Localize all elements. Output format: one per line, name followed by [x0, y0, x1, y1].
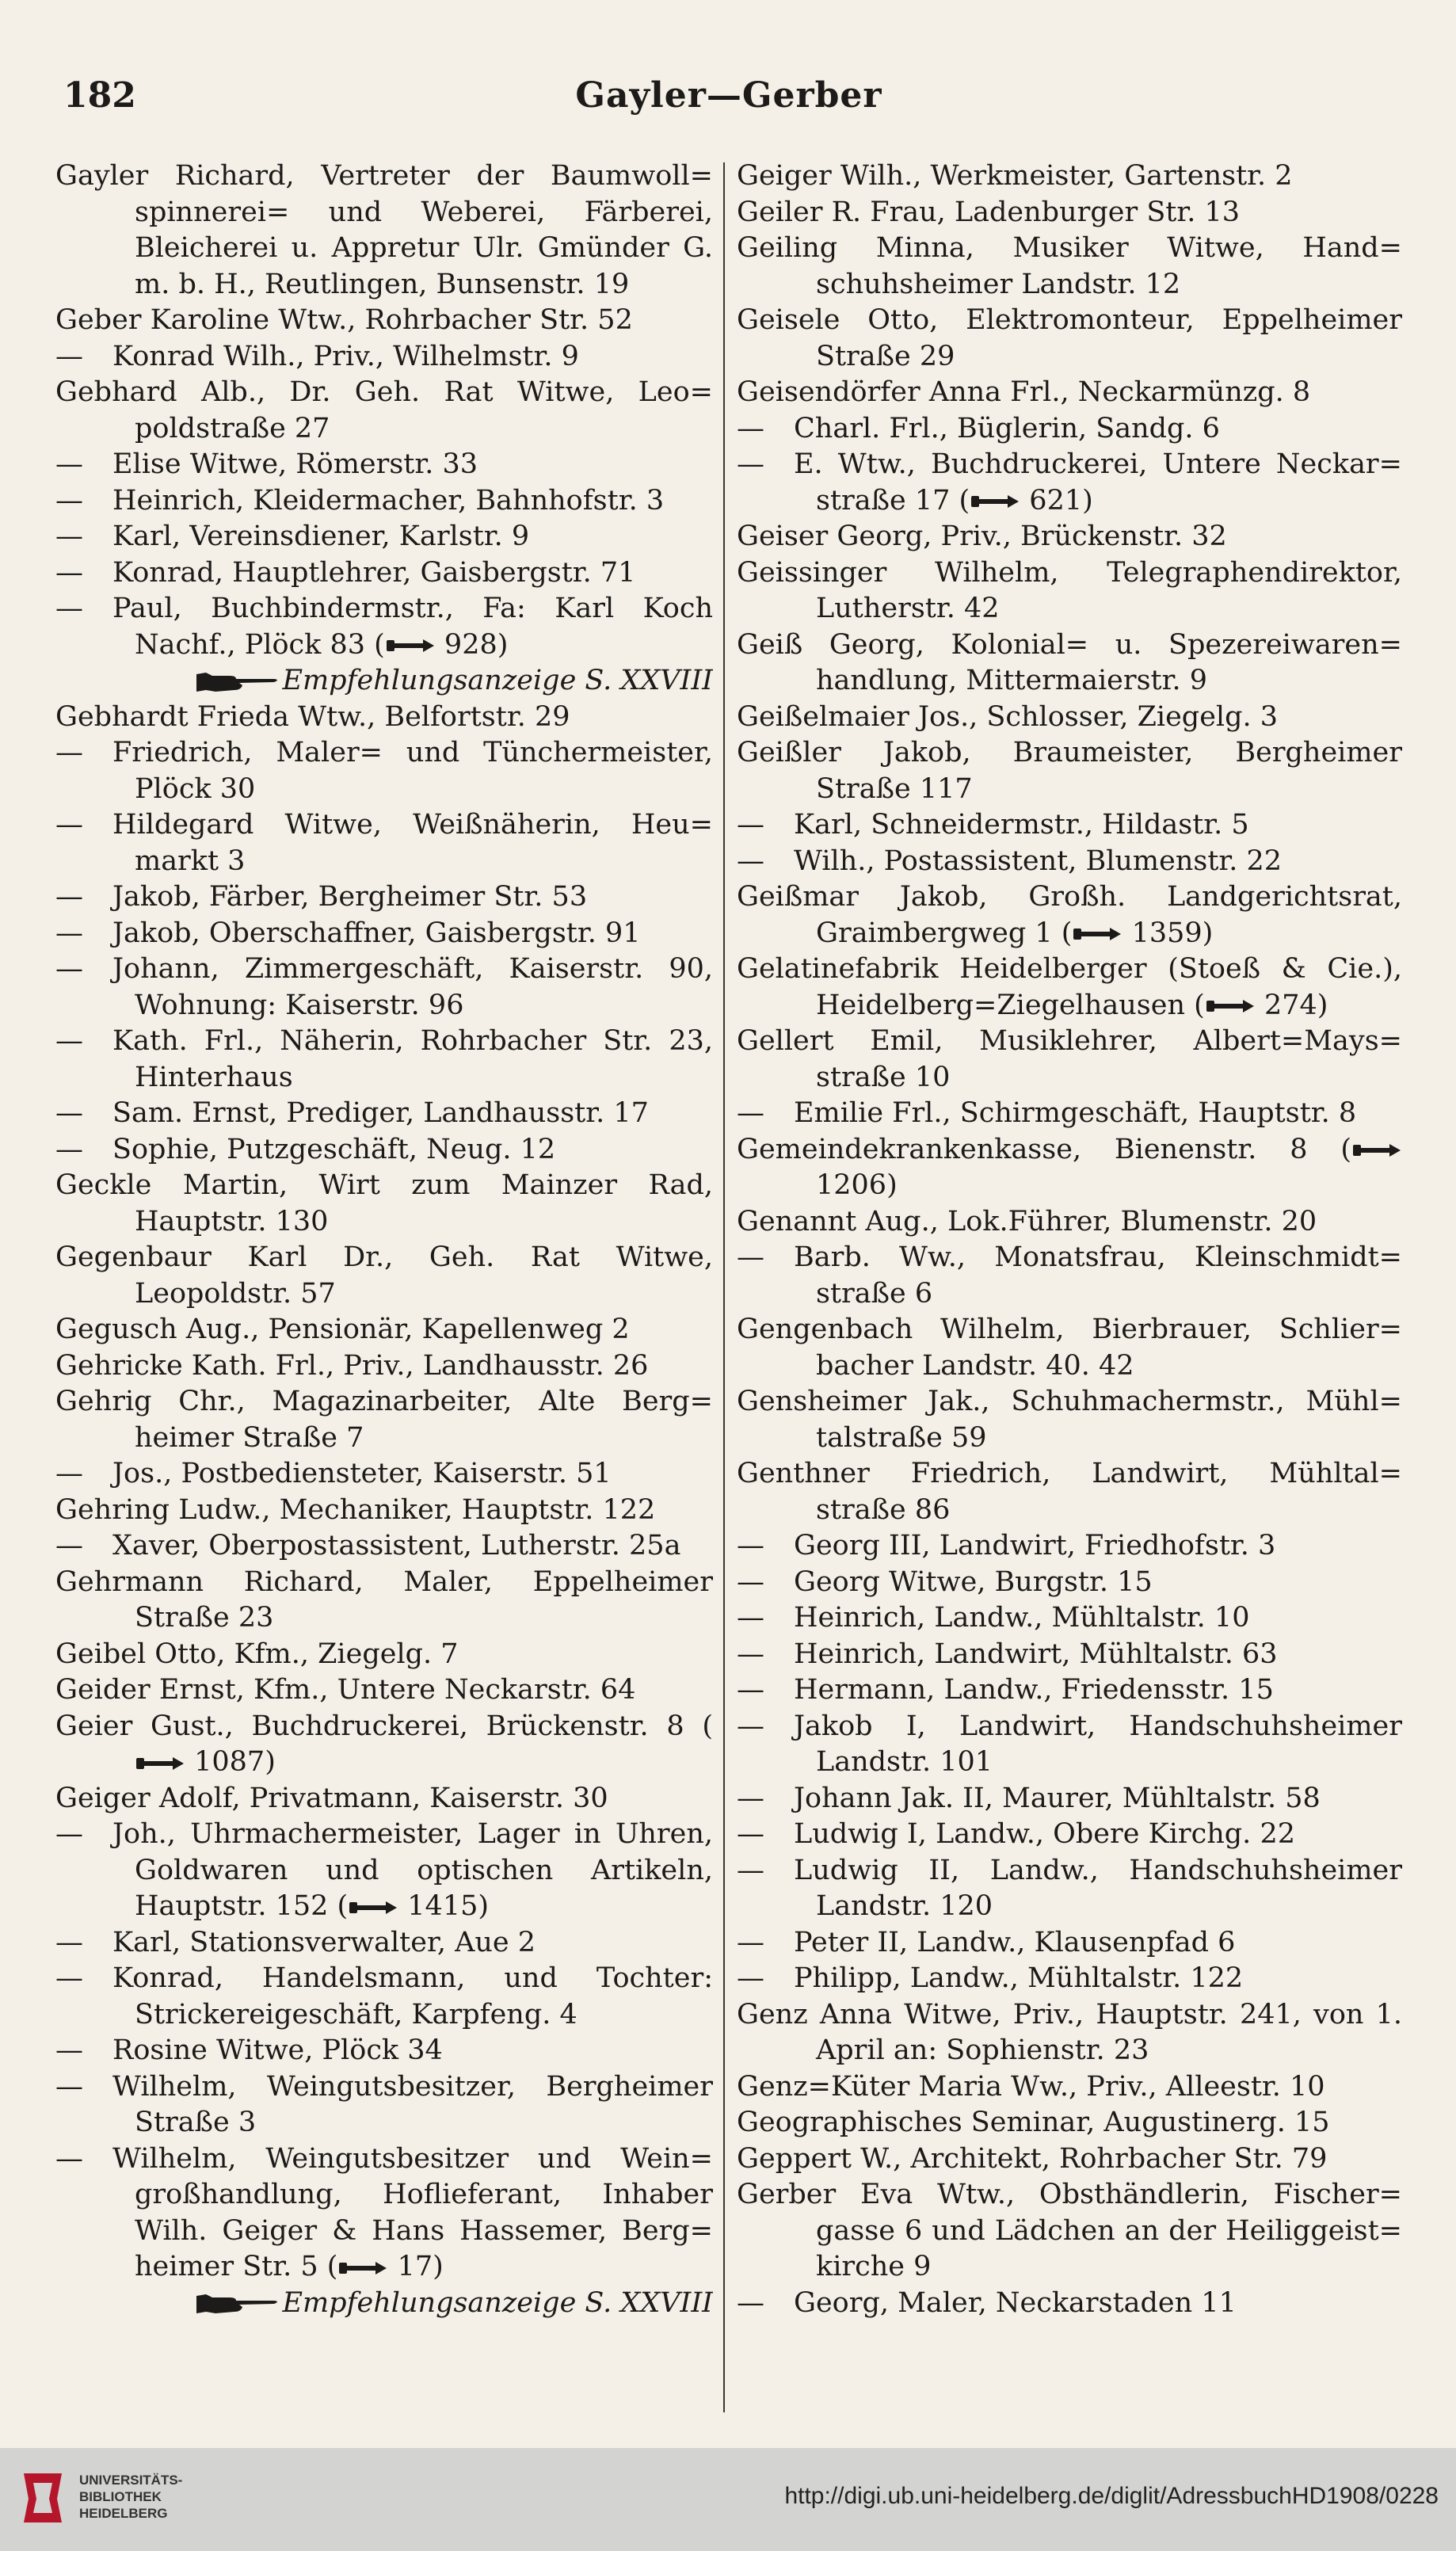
telephone-icon	[337, 2259, 388, 2277]
entry-text: Elise Witwe, Römerstr. 33	[112, 448, 478, 480]
directory-entry	[737, 555, 1402, 627]
directory-entry	[55, 158, 713, 303]
entry-text: Sophie, Putzgeschäft, Neug. 12	[112, 1133, 556, 1165]
directory-entry	[737, 1565, 1402, 1601]
phone-number: 1415)	[398, 1890, 490, 1922]
directory-entry	[737, 519, 1402, 555]
entry-text: Gayler Richard, Vertreter der Baumwoll= spinnerei= und Weberei, Färberei, Bleicherei u. Appretur Ulr. Gmünder G. m. b. H., Reutlingen, Bunsenstr. 19	[55, 160, 713, 300]
directory-entry	[737, 879, 1402, 951]
library-name-line: BIBLIOTHEK	[79, 2489, 162, 2504]
entry-text: Geissinger Wilhelm, Telegraphendirektor, Lutherstr. 42	[737, 556, 1402, 624]
repeat-dash: —	[737, 1565, 764, 1598]
repeat-dash: —	[737, 1674, 764, 1706]
phone-number: 1359)	[1122, 917, 1214, 949]
left-column	[55, 158, 713, 2424]
directory-entry	[55, 916, 713, 952]
directory-entry	[55, 483, 713, 520]
repeat-dash: —	[737, 1926, 764, 1958]
directory-entry	[55, 951, 713, 1024]
directory-entry	[737, 2105, 1402, 2141]
repeat-dash: —	[737, 1962, 764, 1994]
entry-text: Jakob I, Landwirt, Handschuhsheimer Landstr. 101	[794, 1710, 1402, 1778]
entry-text: Gegusch Aug., Pensionär, Kapellenweg 2	[55, 1314, 630, 1345]
directory-entry	[55, 1961, 713, 2033]
entry-text: Genannt Aug., Lok.Führer, Blumenstr. 20	[737, 1205, 1317, 1237]
directory-entry	[55, 1925, 713, 1962]
entry-text: Gellert Emil, Musiklehrer, Albert=Mays= straße 10	[737, 1025, 1402, 1093]
telephone-icon	[1205, 997, 1256, 1015]
entry-text: Barb. Ww., Monatsfrau, Kleinschmidt= straße 6	[794, 1241, 1402, 1310]
repeat-dash: —	[737, 1818, 764, 1850]
entry-text: Gehrmann Richard, Maler, Eppelheimer Straße 23	[55, 1565, 713, 1634]
directory-entry	[737, 1312, 1402, 1384]
directory-entry	[55, 700, 713, 736]
entry-text: Geber Karoline Wtw., Rohrbacher Str. 52	[55, 304, 633, 336]
directory-entry	[737, 1240, 1402, 1312]
repeat-dash: —	[737, 809, 764, 841]
phone-number: 621)	[1020, 484, 1093, 517]
entry-text: Philipp, Landw., Mühltalstr. 122	[794, 1962, 1244, 1994]
directory-entry	[737, 844, 1402, 880]
directory-entry	[55, 1709, 713, 1781]
repeat-dash: —	[55, 1962, 83, 1994]
entry-text: Ludwig I, Landw., Obere Kirchg. 22	[794, 1818, 1295, 1850]
pointing-hand-icon	[195, 2291, 282, 2316]
entry-text: Heinrich, Kleidermacher, Bahnhofstr. 3	[112, 484, 665, 517]
phone-number: 274)	[1255, 989, 1328, 1021]
repeat-dash: —	[737, 448, 764, 480]
directory-entry	[55, 375, 713, 447]
right-column	[737, 158, 1402, 2424]
directory-entry	[55, 1312, 713, 1348]
directory-entry	[737, 2177, 1402, 2286]
telephone-icon	[970, 493, 1020, 510]
directory-entry	[55, 1348, 713, 1385]
entry-text: Sam. Ernst, Prediger, Landhausstr. 17	[112, 1097, 649, 1129]
entry-text: Karl, Schneidermstr., Hildastr. 5	[794, 809, 1249, 841]
repeat-dash: —	[737, 1097, 764, 1129]
entry-text: Geier Gust., Buchdruckerei, Brückenstr. 8 (	[55, 1710, 713, 1742]
directory-entry	[55, 1781, 713, 1817]
repeat-dash: —	[55, 2034, 83, 2066]
source-url[interactable]: http://digi.ub.uni-heidelberg.de/diglit/AdressbuchHD1908/0228	[784, 2483, 1439, 2509]
repeat-dash: —	[55, 484, 83, 517]
repeat-dash: —	[737, 1854, 764, 1886]
entry-text: Gensheimer Jak., Schuhmachermstr., Mühl= talstraße 59	[737, 1386, 1402, 1454]
pointing-hand-icon	[195, 669, 282, 695]
directory-entry	[737, 1456, 1402, 1528]
directory-entry	[55, 1240, 713, 1312]
directory-entry	[55, 807, 713, 879]
entry-text: Geppert W., Architekt, Rohrbacher Str. 79	[737, 2142, 1328, 2175]
entry-text: Geißelmaier Jos., Schlosser, Ziegelg. 3	[737, 700, 1279, 733]
page-number: 182	[63, 75, 136, 116]
footer-bar	[0, 2448, 1456, 2551]
entry-text: Gemeindekrankenkasse, Bienenstr. 8 (	[737, 1133, 1351, 1165]
directory-entry	[737, 1600, 1402, 1637]
entry-text: Konrad Wilh., Priv., Wilhelmstr. 9	[112, 340, 579, 372]
entry-text: Wilh., Postassistent, Blumenstr. 22	[794, 845, 1283, 877]
directory-entry	[737, 303, 1402, 375]
directory-entry	[737, 447, 1402, 519]
repeat-dash: —	[55, 917, 83, 949]
entry-text: Gegenbaur Karl Dr., Geh. Rat Witwe, Leopoldstr. 57	[55, 1241, 713, 1310]
entry-text: Geiger Wilh., Werkmeister, Gartenstr. 2	[737, 160, 1293, 192]
directory-entry	[737, 1997, 1402, 2069]
entry-text: Xaver, Oberpostassistent, Lutherstr. 25a	[112, 1530, 681, 1561]
directory-entry	[55, 1456, 713, 1493]
entry-text: Kath. Frl., Näherin, Rohrbacher Str. 23, Hinterhaus	[112, 1025, 713, 1093]
column-divider	[723, 162, 725, 2412]
entry-text: Geißmar Jakob, Großh. Landgerichtsrat, Graimbergweg 1 (	[737, 881, 1402, 949]
directory-entry	[55, 1384, 713, 1456]
directory-entry	[55, 1024, 713, 1096]
page-header	[55, 75, 1402, 123]
repeat-dash: —	[737, 1530, 764, 1561]
repeat-dash: —	[737, 1602, 764, 1634]
directory-entry	[737, 1781, 1402, 1817]
entry-text: Gebhard Alb., Dr. Geh. Rat Witwe, Leo= poldstraße 27	[55, 376, 713, 444]
repeat-dash: —	[737, 845, 764, 877]
directory-entry	[737, 627, 1402, 700]
entry-text: Peter II, Landw., Klausenpfad 6	[794, 1926, 1236, 1958]
repeat-dash: —	[55, 737, 83, 768]
directory-entry	[737, 231, 1402, 303]
directory-entry	[737, 1637, 1402, 1673]
directory-entry	[737, 951, 1402, 1024]
phone-number: 1206)	[816, 1169, 898, 1201]
entry-text: Jakob, Oberschaffner, Gaisbergstr. 91	[112, 917, 641, 949]
entry-text: Geider Ernst, Kfm., Untere Neckarstr. 64	[55, 1674, 636, 1706]
entry-text: Wilhelm, Weingutsbesitzer und Wein= großhandlung, Hoflieferant, Inhaber Wilh. Geiger & Hans Hassemer, Berg= heimer Str. 5 (	[112, 2142, 713, 2282]
repeat-dash: —	[737, 1710, 764, 1742]
repeat-dash: —	[737, 2286, 764, 2319]
directory-entry	[737, 1853, 1402, 1925]
entry-text: Ludwig II, Landw., Handschuhsheimer Landstr. 120	[794, 1854, 1402, 1922]
entry-text: Friedrich, Maler= und Tünchermeister, Plöck 30	[112, 737, 713, 805]
entry-text: Heinrich, Landw., Mühltalstr. 10	[794, 1602, 1250, 1634]
entry-text: Gehricke Kath. Frl., Priv., Landhausstr. 26	[55, 1349, 649, 1382]
entry-text: Jakob, Färber, Bergheimer Str. 53	[112, 881, 588, 913]
directory-entry	[55, 555, 713, 592]
telephone-icon	[1072, 925, 1122, 943]
directory-entry	[55, 303, 713, 339]
entry-text: Geckle Martin, Wirt zum Mainzer Rad, Hauptstr. 130	[55, 1169, 713, 1237]
directory-entry	[737, 1024, 1402, 1096]
directory-entry	[55, 1672, 713, 1709]
directory-entry	[737, 1961, 1402, 1997]
entry-text: Johann Jak. II, Maurer, Mühltalstr. 58	[794, 1782, 1321, 1814]
entry-text: Konrad, Handelsmann, und Tochter: Strickereigeschäft, Karpfeng. 4	[112, 1962, 713, 2031]
directory-entry	[737, 2141, 1402, 2178]
repeat-dash: —	[55, 1818, 83, 1850]
directory-entry	[737, 735, 1402, 807]
entry-text: Geiling Minna, Musiker Witwe, Hand= schuhsheimer Landstr. 12	[737, 232, 1402, 300]
directory-entry	[737, 375, 1402, 411]
entry-text: Heinrich, Landwirt, Mühltalstr. 63	[794, 1638, 1278, 1670]
entry-text: Karl, Stationsverwalter, Aue 2	[112, 1926, 536, 1958]
entry-text: Emilie Frl., Schirmgeschäft, Hauptstr. 8	[794, 1097, 1357, 1129]
entry-text: Rosine Witwe, Plöck 34	[112, 2034, 443, 2066]
entry-text: Gebhardt Frieda Wtw., Belfortstr. 29	[55, 700, 570, 733]
directory-entry	[737, 195, 1402, 231]
directory-entry	[737, 1672, 1402, 1709]
advertisement-reference	[55, 2286, 713, 2322]
repeat-dash: —	[55, 2070, 83, 2103]
repeat-dash: —	[55, 520, 83, 552]
entry-text: Geibel Otto, Kfm., Ziegelg. 7	[55, 1638, 459, 1670]
entry-text: Jos., Postbediensteter, Kaiserstr. 51	[112, 1458, 612, 1489]
directory-entry	[55, 735, 713, 807]
directory-entry	[737, 2069, 1402, 2106]
repeat-dash: —	[55, 1025, 83, 1057]
entry-text: Hildegard Witwe, Weißnäherin, Heu= markt 3	[112, 809, 713, 877]
repeat-dash: —	[55, 1097, 83, 1129]
directory-entry	[55, 2069, 713, 2141]
directory-entry	[737, 700, 1402, 736]
entry-text: Empfehlungsanzeige S. XXVIII	[282, 2286, 713, 2319]
telephone-icon	[135, 1755, 185, 1772]
repeat-dash: —	[55, 809, 83, 841]
phone-number: 17)	[388, 2251, 444, 2282]
directory-entry	[737, 411, 1402, 448]
directory-entry	[737, 1204, 1402, 1241]
directory-entry	[737, 1709, 1402, 1781]
entry-text: Joh., Uhrmachermeister, Lager in Uhren, Goldwaren und optischen Artikeln, Hauptstr. 152 (	[112, 1818, 713, 1922]
directory-entry	[737, 2286, 1402, 2322]
directory-entry	[737, 158, 1402, 195]
library-name-line: UNIVERSITÄTS-	[79, 2473, 183, 2488]
directory-entry	[55, 1168, 713, 1240]
advertisement-reference	[55, 663, 713, 700]
entry-text: Georg III, Landwirt, Friedhofstr. 3	[794, 1530, 1276, 1561]
entry-text: Genz Anna Witwe, Priv., Hauptstr. 241, von 1. April an: Sophienstr. 23	[737, 1998, 1402, 2066]
entry-text: Geisele Otto, Elektromonteur, Eppelheimer Straße 29	[737, 304, 1402, 372]
repeat-dash: —	[55, 556, 83, 589]
entry-text: Gehrig Chr., Magazinarbeiter, Alte Berg= heimer Straße 7	[55, 1386, 713, 1454]
repeat-dash: —	[737, 1782, 764, 1814]
repeat-dash: —	[55, 1458, 83, 1489]
entry-text: Geiger Adolf, Privatmann, Kaiserstr. 30	[55, 1782, 608, 1814]
directory-entry	[55, 1565, 713, 1637]
directory-entry	[737, 1096, 1402, 1132]
entry-text: Geiß Georg, Kolonial= u. Spezereiwaren= handlung, Mittermaierstr. 9	[737, 628, 1402, 696]
directory-entry	[737, 1132, 1402, 1204]
entry-text: Geisendörfer Anna Frl., Neckarmünzg. 8	[737, 376, 1311, 408]
repeat-dash: —	[55, 881, 83, 913]
entry-text: Geiler R. Frau, Ladenburger Str. 13	[737, 196, 1241, 228]
directory-entry	[55, 879, 713, 916]
directory-entry	[55, 339, 713, 376]
entry-text: Geißler Jakob, Braumeister, Bergheimer Straße 117	[737, 737, 1402, 805]
entry-text: Geiser Georg, Priv., Brückenstr. 32	[737, 520, 1227, 552]
entry-text: Georg Witwe, Burgstr. 15	[794, 1565, 1153, 1598]
directory-entry	[55, 1493, 713, 1529]
repeat-dash: —	[55, 1133, 83, 1165]
directory-entry	[55, 591, 713, 663]
repeat-dash: —	[737, 412, 764, 444]
repeat-dash: —	[55, 2142, 83, 2175]
running-title: Gayler—Gerber	[575, 75, 882, 116]
telephone-icon	[1351, 1142, 1402, 1159]
entry-text: Geographisches Seminar, Augustinerg. 15	[737, 2107, 1330, 2138]
directory-entry	[737, 1817, 1402, 1853]
directory-entry	[55, 1817, 713, 1925]
repeat-dash: —	[55, 593, 83, 624]
entry-text: Charl. Frl., Büglerin, Sandg. 6	[794, 412, 1220, 444]
directory-entry	[737, 1384, 1402, 1456]
directory-entry	[55, 1637, 713, 1673]
directory-entry	[737, 807, 1402, 844]
entry-text: Georg, Maler, Neckarstaden 11	[794, 2286, 1237, 2319]
directory-entry	[55, 1132, 713, 1169]
entry-text: Gengenbach Wilhelm, Bierbrauer, Schlier= bacher Landstr. 40. 42	[737, 1314, 1402, 1382]
repeat-dash: —	[737, 1638, 764, 1670]
entry-text: Konrad, Hauptlehrer, Gaisbergstr. 71	[112, 556, 636, 589]
entry-text: Genz=Küter Maria Ww., Priv., Alleestr. 10	[737, 2070, 1325, 2103]
directory-entry	[55, 2033, 713, 2069]
phone-number: 928)	[435, 628, 509, 661]
directory-entry	[55, 519, 713, 555]
entry-text: Karl, Vereinsdiener, Karlstr. 9	[112, 520, 530, 552]
repeat-dash: —	[55, 340, 83, 372]
library-logo-icon	[17, 2467, 68, 2527]
entry-text: Gehring Ludw., Mechaniker, Hauptstr. 122	[55, 1493, 656, 1526]
library-name-line: HEIDELBERG	[79, 2506, 168, 2521]
entry-text: Johann, Zimmergeschäft, Kaiserstr. 90, Wohnung: Kaiserstr. 96	[112, 953, 713, 1021]
entry-text: Genthner Friedrich, Landwirt, Mühltal= straße 86	[737, 1458, 1402, 1526]
directory-entry	[55, 1096, 713, 1132]
directory-entry	[737, 1925, 1402, 1962]
telephone-icon	[348, 1899, 398, 1916]
repeat-dash: —	[55, 448, 83, 480]
entry-text: Empfehlungsanzeige S. XXVIII	[282, 665, 713, 696]
directory-entry	[55, 1528, 713, 1565]
telephone-icon	[385, 637, 436, 654]
library-name	[79, 2472, 182, 2522]
directory-entry	[55, 2141, 713, 2286]
entry-text: E. Wtw., Buchdruckerei, Untere Neckar= straße 17 (	[794, 448, 1402, 517]
entry-text: Gerber Eva Wtw., Obsthändlerin, Fischer= gasse 6 und Lädchen an der Heiliggeist= kirche 9	[737, 2179, 1402, 2282]
entry-text: Hermann, Landw., Friedensstr. 15	[794, 1674, 1274, 1706]
directory-entry	[55, 447, 713, 483]
repeat-dash: —	[55, 1926, 83, 1958]
repeat-dash: —	[55, 1530, 83, 1561]
entry-text: Gelatinefabrik Heidelberger (Stoeß & Cie.), Heidelberg=Ziegelhausen (	[737, 953, 1402, 1021]
entry-text: Paul, Buchbindermstr., Fa: Karl Koch Nachf., Plöck 83 (	[112, 593, 713, 661]
phone-number: 1087)	[185, 1746, 276, 1778]
repeat-dash: —	[737, 1241, 764, 1273]
entry-text: Wilhelm, Weingutsbesitzer, Bergheimer Straße 3	[112, 2070, 713, 2138]
directory-entry	[737, 1528, 1402, 1565]
repeat-dash: —	[55, 953, 83, 985]
